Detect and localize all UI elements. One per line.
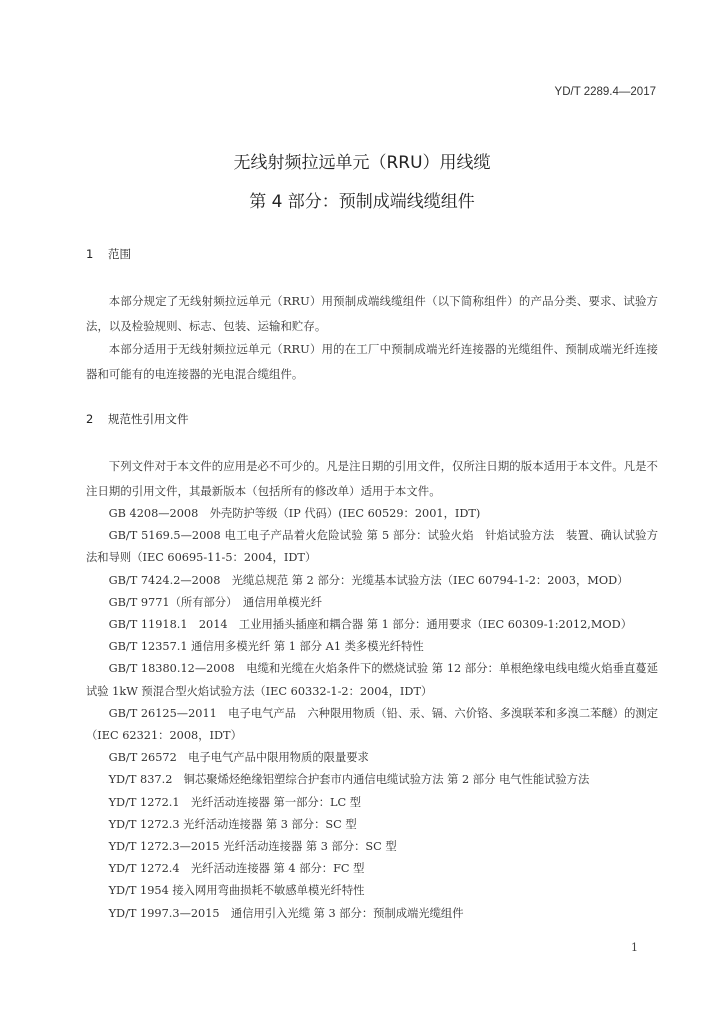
document-title: 无线射频拉远单元（RRU）用线缆 (233, 153, 491, 173)
reference-item: GB/T 26125—2011 电子电气产品 六种限用物质（铅、汞、镉、六价铬、多溴联苯和多溴二苯醚）的测定（IEC 62321：2008，IDT） (86, 706, 658, 743)
section-number: 1 (86, 247, 94, 261)
reference-item: YD/T 1272.3—2015 光纤活动连接器 第 3 部分：SC 型 (108, 840, 397, 854)
reference-item: GB/T 18380.12—2008 电缆和光缆在火焰条件下的燃烧试验 第 12 部分：单根绝缘电线电缆火焰垂直蔓延试验 1kW 预混合型火焰试验方法（IEC 60332-1-2：2004，IDT） (86, 662, 658, 698)
reference-item: GB/T 12357.1 通信用多模光纤 第 1 部分 A1 类多模光纤特性 (108, 640, 424, 654)
reference-item: GB/T 11918.1 2014 工业用插头插座和耦合器 第 1 部分：通用要求（IEC 60309-1:2012,MOD） (108, 618, 633, 632)
reference-item: YD/T 1954 接入网用弯曲损耗不敏感单模光纤特性 (108, 884, 365, 898)
reference-item: YD/T 1272.1 光纤活动连接器 第一部分：LC 型 (108, 795, 362, 809)
references-intro-paragraph: 下列文件对于本文件的应用是必不可少的。凡是注日期的引用文件，仅所注日期的版本适用于本文件。凡是不注日期的引用文件，其最新版本（包括所有的修改单）适用于本文件。 (86, 459, 658, 498)
scope-paragraph: 本部分适用于无线射频拉远单元（RRU）用的在工厂中预制成端光纤连接器的光缆组件、预制成端光纤连接器和可能有的电连接器的光电混合缆组件。 (86, 342, 658, 381)
page-number: 1 (631, 941, 638, 954)
reference-item: GB/T 5169.5—2008 电工电子产品着火危险试验 第 5 部分：试验火焰 针焰试验方法 装置、确认试验方法和导则（IEC 60695-11-5：2004，IDT） (86, 529, 658, 565)
reference-item: GB 4208—2008 外壳防护等级（IP 代码）(IEC 60529：2001，IDT) (108, 507, 481, 520)
section-heading-normative-references (86, 411, 189, 427)
reference-item: GB/T 7424.2—2008 光缆总规范 第 2 部分：光缆基本试验方法（IEC 60794-1-2：2003，MOD） (108, 573, 629, 587)
scope-paragraph: 本部分规定了无线射频拉远单元（RRU）用预制成端线缆组件（以下简称组件）的产品分类、要求、试验方法，以及检验规则、标志、包装、运输和贮存。 (86, 294, 658, 333)
reference-item: YD/T 1997.3—2015 通信用引入光缆 第 3 部分：预制成端光缆组件 (108, 906, 464, 920)
section-title: 范围 (108, 247, 131, 261)
section-heading-scope (86, 246, 131, 262)
reference-item: YD/T 1272.3 光纤活动连接器 第 3 部分：SC 型 (108, 817, 357, 831)
document-subtitle: 第 4 部分：预制成端线缆组件 (249, 192, 475, 212)
section-number: 2 (86, 412, 94, 426)
section-title: 规范性引用文件 (108, 412, 189, 426)
reference-item: YD/T 837.2 铜芯聚烯烃绝缘铝塑综合护套市内通信电缆试验方法 第 2 部分 电气性能试验方法 (108, 773, 590, 787)
reference-item: GB/T 9771（所有部分） 通信用单模光纤 (108, 595, 323, 609)
reference-list (86, 503, 658, 925)
standard-code: YD/T 2289.4—2017 (554, 86, 656, 98)
reference-item: YD/T 1272.4 光纤活动连接器 第 4 部分：FC 型 (108, 862, 365, 876)
reference-item: GB/T 26572 电子电气产品中限用物质的限量要求 (108, 751, 369, 765)
